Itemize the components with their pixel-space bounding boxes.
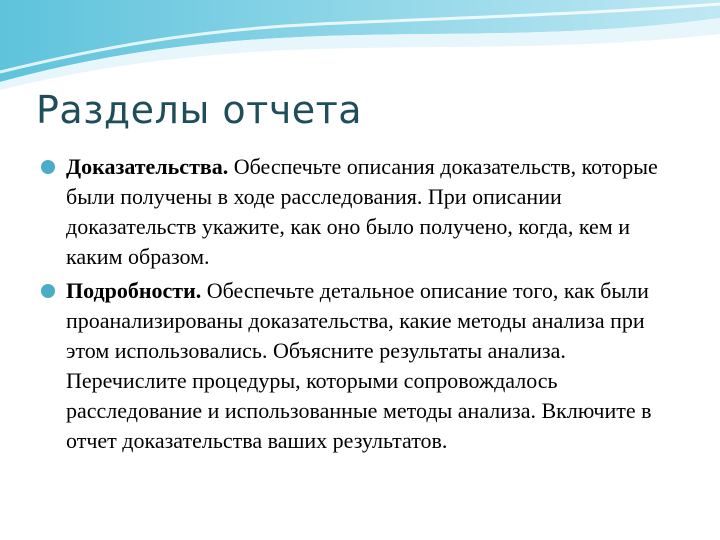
bullet-item-details (40, 276, 680, 456)
bullet-list (40, 152, 680, 460)
header-wave-decoration (0, 0, 720, 90)
bullet-text: Обеспечьте детальное описание того, как были проанализированы доказательства, какие методы анализа при этом использовались. Объясните результаты анализа. Перечислите процедуры, которыми сопровождалось расследование и использованные методы анализа. Включите в отчет доказательства ваших результатов. (66, 278, 652, 453)
bullet-text: Обеспечьте описания доказательств, которые были получены в ходе расследования. При описании доказательств укажите, как оно было получено, когда, кем и каким образом. (66, 154, 658, 269)
bullet-dot-icon (40, 283, 56, 299)
bullet-term: Доказательства. (66, 154, 229, 179)
bullet-dot-icon (40, 159, 56, 175)
bullet-term: Подробности. (66, 278, 202, 303)
slide-title: Разделы отчета (36, 88, 363, 132)
bullet-item-evidence (40, 152, 680, 272)
